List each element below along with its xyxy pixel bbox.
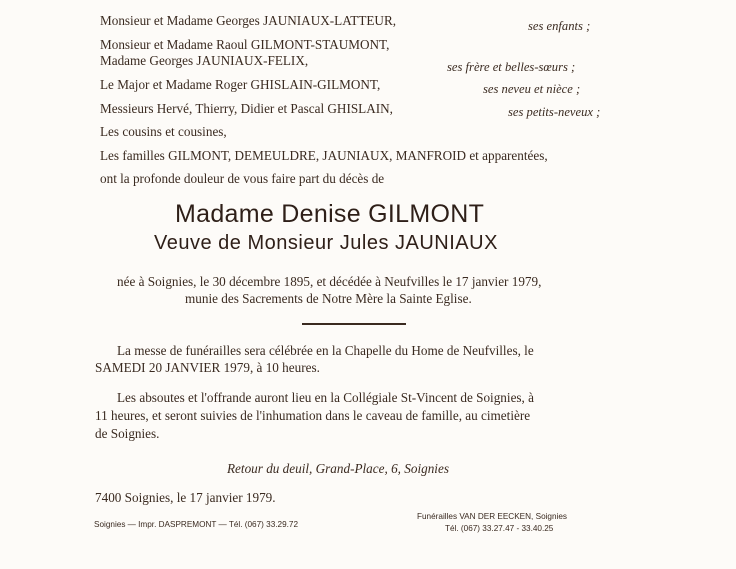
relation-petits-neveux: ses petits-neveux ; bbox=[508, 105, 601, 119]
mass-line-1: La messe de funérailles sera célébrée en la Chapelle du Home de Neufvilles, le bbox=[117, 343, 534, 358]
absoutes-line-1: Les absoutes et l'offrande auront lieu en la Collégiale St-Vincent de Soignies, à bbox=[117, 390, 534, 405]
deceased-name: Madame Denise GILMONT bbox=[175, 200, 485, 228]
family-line-2: Monsieur et Madame Raoul GILMONT-STAUMONT, bbox=[100, 37, 390, 52]
family-line-4: Le Major et Madame Roger GHISLAIN-GILMONT, bbox=[100, 77, 381, 92]
birth-death-line-2: munie des Sacrements de Notre Mère la Sainte Eglise. bbox=[185, 291, 472, 306]
printer-credit: Soignies — Impr. DASPREMONT — Tél. (067) 33.29.72 bbox=[94, 520, 299, 529]
family-line-7: Les familles GILMONT, DEMEULDRE, JAUNIAUX, MANFROID et apparentées, bbox=[100, 148, 548, 163]
relation-freres: ses frère et belles-sœurs ; bbox=[447, 60, 576, 74]
family-line-6: Les cousins et cousines, bbox=[100, 124, 227, 139]
divider-rule bbox=[302, 323, 406, 325]
funeral-home-phone: Tél. (067) 33.27.47 - 33.40.25 bbox=[445, 524, 554, 533]
absoutes-line-2: 11 heures, et seront suivies de l'inhumation dans le caveau de famille, au cimetière bbox=[95, 408, 531, 423]
family-line-1: Monsieur et Madame Georges JAUNIAUX-LATTEUR, bbox=[100, 13, 397, 28]
mass-line-2: SAMEDI 20 JANVIER 1979, à 10 heures. bbox=[95, 360, 320, 375]
absoutes-line-3: de Soignies. bbox=[95, 426, 160, 441]
relation-neveu: ses neveu et nièce ; bbox=[483, 82, 581, 96]
widow-of: Veuve de Monsieur Jules JAUNIAUX bbox=[154, 232, 498, 254]
retour-du-deuil: Retour du deuil, Grand-Place, 6, Soignies bbox=[227, 461, 449, 476]
birth-death-line-1: née à Soignies, le 30 décembre 1895, et décédée à Neufvilles le 17 janvier 1979, bbox=[117, 274, 542, 289]
relation-enfants: ses enfants ; bbox=[528, 19, 591, 33]
family-line-3: Madame Georges JAUNIAUX-FELIX, bbox=[100, 53, 309, 68]
funeral-home-name: Funérailles VAN DER EECKEN, Soignies bbox=[417, 512, 568, 521]
announcement-line: ont la profonde douleur de vous faire part du décès de bbox=[100, 171, 385, 186]
family-line-5: Messieurs Hervé, Thierry, Didier et Pascal GHISLAIN, bbox=[100, 101, 393, 116]
place-date: 7400 Soignies, le 17 janvier 1979. bbox=[95, 490, 276, 505]
